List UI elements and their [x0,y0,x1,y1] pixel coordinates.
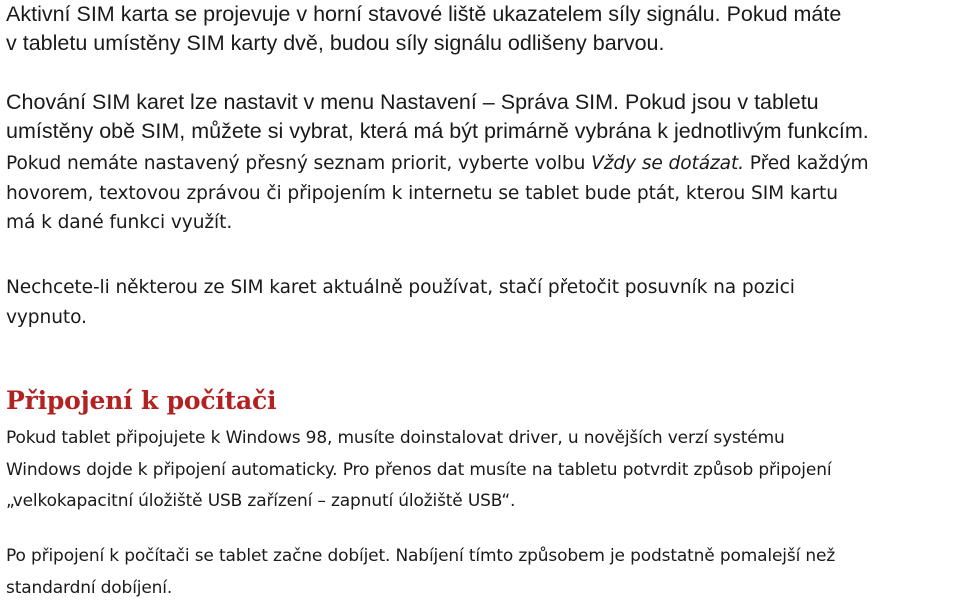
section-heading: Připojení k počítači [6,386,277,415]
text-line: Po připojení k počítači se tablet začne dobíjet. Nabíjení tímto způsobem je podstatně pomalejší než [6,546,836,566]
text-line: umístěny obě SIM, můžete si vybrat, která má být primárně vybrána k jednotlivým funkcím. [6,119,869,143]
text-line: „velkokapacitní úložiště USB zařízení – zapnutí úložiště USB“. [6,491,516,511]
text-segment: Před každým [743,153,869,174]
text-line: Chování SIM karet lze nastavit v menu Nastavení – Správa SIM. Pokud jsou v tabletu [6,90,819,114]
text-line: vypnuto. [6,306,87,328]
emphasis-option: Vždy se dotázat. [591,153,744,174]
text-segment: Pokud nemáte nastavený přesný seznam priorit, vyberte volbu [6,153,592,174]
text-line: standardní dobíjení. [6,577,173,598]
text-line: v tabletu umístěny SIM karty dvě, budou síly signálu odlišeny barvou. [6,31,665,55]
paragraph-sim-indicator [6,0,841,58]
text-line: Windows dojde k připojení automaticky. Pro přenos dat musíte na tabletu potvrdit způsob připojení [6,459,832,480]
text-line: hovorem, textovou zprávou či připojením k internetu se tablet bude ptát, kterou SIM kartu [6,182,838,204]
paragraph-charging [6,541,835,604]
paragraph-sim-disable [6,273,795,332]
text-line: Aktivní SIM karta se projevuje v horní stavové liště ukazatelem síly signálu. Pokud máte [6,2,842,26]
text-line: Pokud tablet připojujete k Windows 98, musíte doinstalovat driver, u novějších verzí systému [6,428,785,448]
text-line: Nechcete-li některou ze SIM karet aktuálně používat, stačí přetočit posuvník na pozici [6,277,795,298]
paragraph-sim-priority [6,149,868,238]
paragraph-sim-settings [6,88,869,146]
text-line: má k dané funkci využít. [6,212,233,233]
paragraph-pc-connection [6,423,831,518]
